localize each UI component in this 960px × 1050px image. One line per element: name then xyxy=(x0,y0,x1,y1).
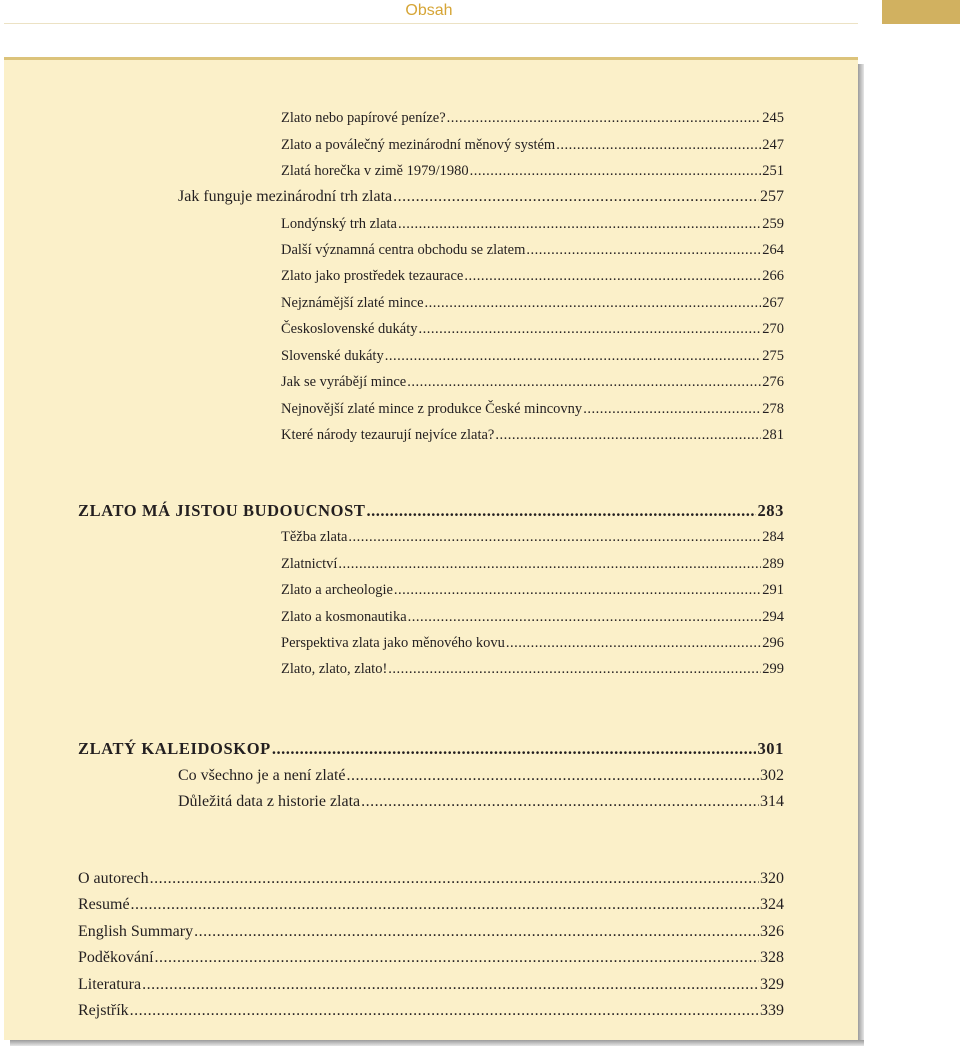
toc-section-title: ZLATÝ KALEIDOSKOP xyxy=(78,739,271,758)
toc-entry[interactable] xyxy=(281,108,784,128)
toc-entry-title: Nejnovější zlaté mince z produkce České mincovny xyxy=(281,401,583,417)
toc-entry-page: 320 xyxy=(760,870,784,887)
toc-leader-dots xyxy=(470,161,762,181)
toc-entry-page: 326 xyxy=(760,923,784,940)
toc-entry-page: 329 xyxy=(760,976,784,993)
toc-entry-title: Důležitá data z historie zlata xyxy=(178,793,361,810)
toc-entry[interactable] xyxy=(281,214,784,234)
toc-entry-title: Zlatá horečka v zimě 1979/1980 xyxy=(281,163,469,179)
toc-leader-dots xyxy=(526,240,761,260)
toc-leader-dots xyxy=(194,922,759,942)
toc-entry-page: 291 xyxy=(762,582,784,598)
toc-entry-page: 251 xyxy=(762,163,784,179)
toc-entry-page: 281 xyxy=(762,427,784,443)
toc-leader-dots xyxy=(583,399,761,419)
toc-leader-dots xyxy=(398,214,761,234)
toc-entry[interactable] xyxy=(281,135,784,155)
toc-entry[interactable] xyxy=(281,554,784,574)
toc-entry-page: 270 xyxy=(762,321,784,337)
toc-leader-dots xyxy=(272,738,757,760)
toc-entry-title: Nejznámější zlaté mince xyxy=(281,295,424,311)
toc-leader-dots xyxy=(394,580,761,600)
toc-entry[interactable] xyxy=(178,792,784,812)
toc-entry-page: 275 xyxy=(762,348,784,364)
toc-entry[interactable] xyxy=(78,948,784,968)
toc-leader-dots xyxy=(408,607,762,627)
toc-leader-dots xyxy=(385,346,762,366)
toc-entry-title: Literatura xyxy=(78,976,142,993)
toc-list xyxy=(4,60,858,1040)
toc-entry-title: Zlato, zlato, zlato! xyxy=(281,661,388,677)
toc-entry-page: 284 xyxy=(762,529,784,545)
toc-leader-dots xyxy=(506,633,761,653)
toc-entry[interactable] xyxy=(281,527,784,547)
toc-section-page: 301 xyxy=(757,739,784,758)
toc-entry[interactable] xyxy=(178,187,784,207)
toc-leader-dots xyxy=(393,187,759,207)
toc-entry-title: Zlato a archeologie xyxy=(281,582,393,598)
toc-section-heading[interactable] xyxy=(78,738,784,760)
toc-entry-title: English Summary xyxy=(78,923,194,940)
toc-leader-dots xyxy=(347,766,760,786)
toc-leader-dots xyxy=(447,108,762,128)
corner-tab xyxy=(882,0,960,24)
toc-entry-page: 314 xyxy=(760,793,784,810)
toc-entry-page: 259 xyxy=(762,216,784,232)
header-rule xyxy=(4,23,858,24)
toc-entry-page: 276 xyxy=(762,374,784,390)
toc-entry[interactable] xyxy=(281,659,784,679)
toc-entry-title: Jak funguje mezinárodní trh zlata xyxy=(178,188,393,205)
toc-entry[interactable] xyxy=(281,425,784,445)
toc-entry-page: 247 xyxy=(762,137,784,153)
toc-entry-page: 324 xyxy=(760,896,784,913)
toc-entry[interactable] xyxy=(281,319,784,339)
toc-entry-title: Resumé xyxy=(78,896,130,913)
toc-entry-page: 328 xyxy=(760,949,784,966)
toc-entry-page: 294 xyxy=(762,609,784,625)
header-title: Obsah xyxy=(405,2,453,19)
toc-section-page: 283 xyxy=(757,501,784,520)
toc-entry[interactable] xyxy=(78,975,784,995)
toc-entry-page: 264 xyxy=(762,242,784,258)
toc-entry[interactable] xyxy=(178,766,784,786)
toc-entry[interactable] xyxy=(78,895,784,915)
toc-leader-dots xyxy=(407,372,761,392)
toc-entry-title: Které národy tezaurují nejvíce zlata? xyxy=(281,427,495,443)
toc-entry-page: 299 xyxy=(762,661,784,677)
toc-leader-dots xyxy=(348,527,761,547)
toc-entry[interactable] xyxy=(281,372,784,392)
toc-entry-page: 257 xyxy=(760,188,784,205)
toc-leader-dots xyxy=(155,948,759,968)
toc-entry[interactable] xyxy=(281,346,784,366)
toc-entry-title: Zlatnictví xyxy=(281,556,338,572)
toc-entry-title: Co všechno je a není zlaté xyxy=(178,767,346,784)
toc-entry-title: Těžba zlata xyxy=(281,529,348,545)
toc-section-title: ZLATO MÁ JISTOU BUDOUCNOST xyxy=(78,501,366,520)
toc-entry-title: Další významná centra obchodu se zlatem xyxy=(281,242,526,258)
toc-leader-dots xyxy=(150,869,759,889)
toc-leader-dots xyxy=(366,500,756,522)
toc-entry-page: 245 xyxy=(762,110,784,126)
toc-entry-page: 267 xyxy=(762,295,784,311)
toc-leader-dots xyxy=(131,895,759,915)
page-shadow-right xyxy=(858,64,864,1044)
toc-entry-page: 302 xyxy=(760,767,784,784)
toc-entry-title: Poděkování xyxy=(78,949,154,966)
toc-leader-dots xyxy=(130,1001,759,1021)
toc-leader-dots xyxy=(361,792,759,812)
toc-leader-dots xyxy=(425,293,762,313)
toc-entry-title: Rejstřík xyxy=(78,1002,129,1019)
toc-entry[interactable] xyxy=(281,240,784,260)
toc-entry-title: Zlato a poválečný mezinárodní měnový systém xyxy=(281,137,556,153)
toc-entry-title: Jak se vyrábějí mince xyxy=(281,374,407,390)
toc-leader-dots xyxy=(419,319,762,339)
toc-entry-title: Slovenské dukáty xyxy=(281,348,384,364)
toc-entry-title: Československé dukáty xyxy=(281,321,418,337)
toc-entry[interactable] xyxy=(281,399,784,419)
toc-leader-dots xyxy=(495,425,761,445)
toc-entry[interactable] xyxy=(281,633,784,653)
toc-leader-dots xyxy=(338,554,761,574)
toc-entry[interactable] xyxy=(281,607,784,627)
toc-entry-page: 289 xyxy=(762,556,784,572)
toc-entry[interactable] xyxy=(281,293,784,313)
toc-leader-dots xyxy=(388,659,761,679)
toc-entry-title: O autorech xyxy=(78,870,149,887)
toc-entry-page: 266 xyxy=(762,268,784,284)
page-shadow-bottom xyxy=(10,1040,864,1046)
toc-entry[interactable] xyxy=(78,922,784,942)
toc-entry[interactable] xyxy=(281,161,784,181)
toc-entry-page: 339 xyxy=(760,1002,784,1019)
toc-entry[interactable] xyxy=(78,1001,784,1021)
toc-entry-page: 296 xyxy=(762,635,784,651)
toc-section-heading[interactable] xyxy=(78,500,784,522)
toc-entry-title: Zlato jako prostředek tezaurace xyxy=(281,268,464,284)
toc-leader-dots xyxy=(464,266,761,286)
toc-entry-title: Perspektiva zlata jako měnového kovu xyxy=(281,635,505,651)
toc-entry-title: Zlato a kosmonautika xyxy=(281,609,407,625)
toc-entry[interactable] xyxy=(281,580,784,600)
toc-entry[interactable] xyxy=(78,869,784,889)
toc-entry-page: 278 xyxy=(762,401,784,417)
toc-leader-dots xyxy=(556,135,761,155)
toc-leader-dots xyxy=(142,975,759,995)
toc-entry-title: Londýnský trh zlata xyxy=(281,216,397,232)
toc-entry[interactable] xyxy=(281,266,784,286)
toc-entry-title: Zlato nebo papírové peníze? xyxy=(281,110,446,126)
toc-page xyxy=(4,57,858,1040)
